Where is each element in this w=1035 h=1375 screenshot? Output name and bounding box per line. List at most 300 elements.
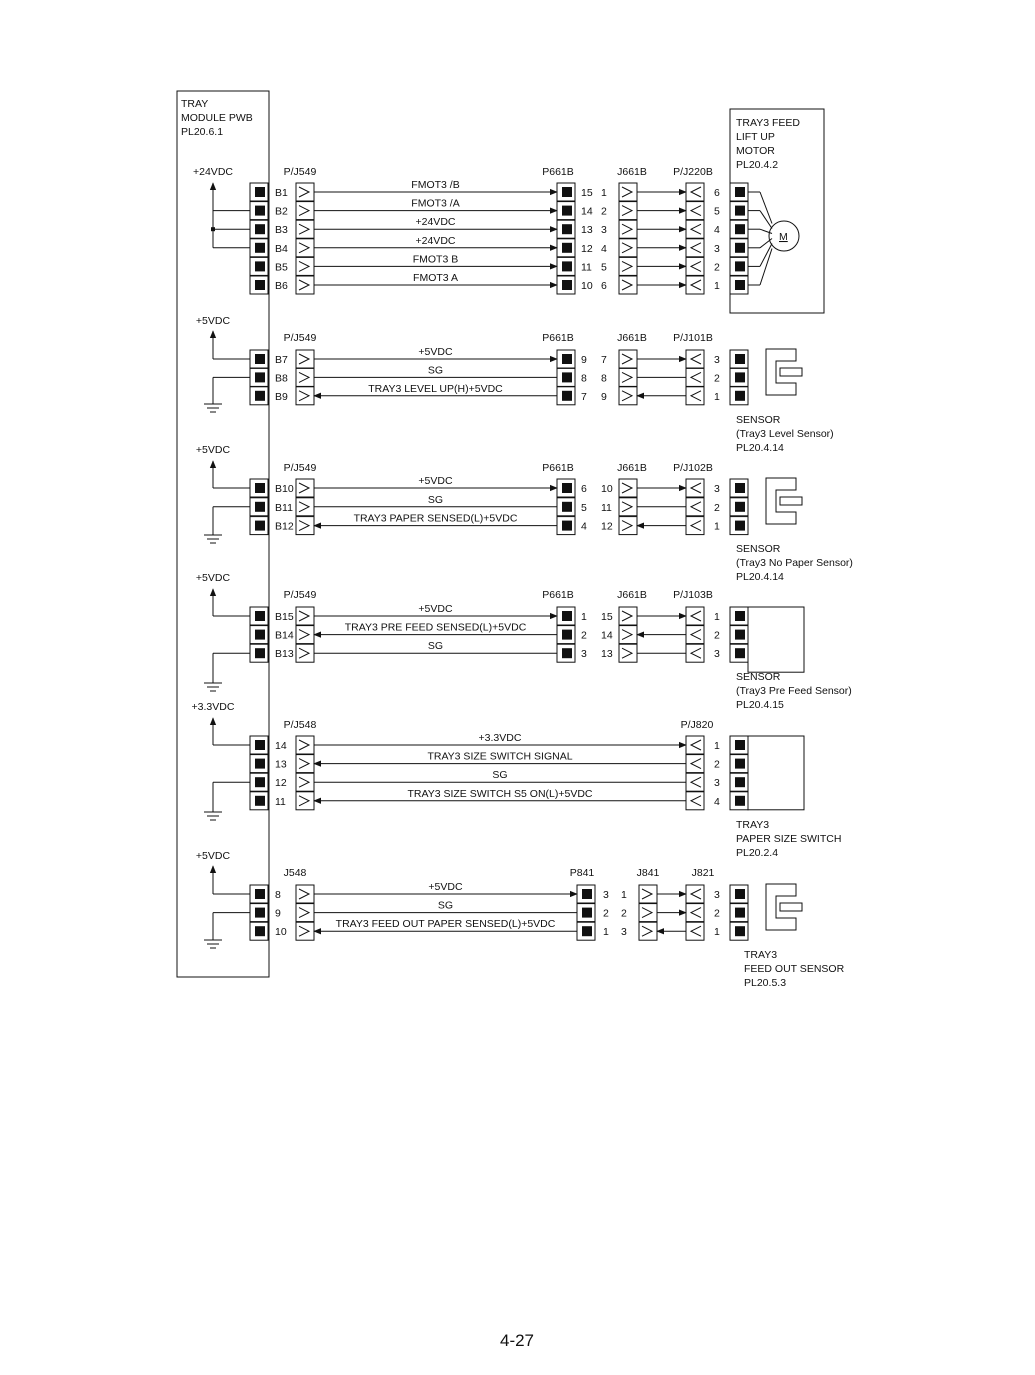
size-conn-label-0: P/J548	[283, 719, 317, 731]
level-j661b-receptacle-2	[622, 391, 632, 401]
level-pj-device-receptacle-2	[691, 391, 701, 401]
prefeed-p661b-pin-2	[562, 648, 572, 658]
level-p661b-pin-0	[562, 354, 572, 364]
level-pj-receptacle-2	[299, 391, 309, 401]
nopaper-j661b-receptacle-2-cell	[619, 517, 637, 535]
motor-j661b-receptacle-1	[622, 206, 632, 216]
size-pj-receptacle-1-cell	[296, 755, 314, 773]
nopaper-pj-receptacle-1-cell	[296, 498, 314, 516]
level-pj-device-receptacle-1-cell	[686, 368, 704, 386]
feedout-module-pin-0	[255, 889, 265, 899]
motor-j661b-receptacle-0	[622, 187, 632, 197]
motor-signal-label-4: FMOT3 B	[412, 253, 459, 266]
prefeed-pj-device-receptacle-1-cell	[686, 626, 704, 644]
prefeed-module-pin-1	[255, 630, 265, 640]
size-device-caption-0: TRAY3	[736, 819, 770, 831]
motor-dev-pin-label-0: 6	[714, 187, 720, 199]
feedout-conn-label-1: P841	[569, 867, 595, 879]
page-number: 4-27	[499, 1331, 535, 1350]
level-signal-label-2: TRAY3 LEVEL UP(H)+5VDC	[368, 382, 503, 395]
prefeed-signal-label-1: TRAY3 PRE FEED SENSED(L)+5VDC	[344, 621, 527, 634]
motor-p661b-pin-2	[562, 224, 572, 234]
size-pj-receptacle-3-cell	[296, 792, 314, 810]
nopaper-signal-label-2: TRAY3 PAPER SENSED(L)+5VDC	[353, 512, 518, 525]
motor-pj-receptacle-4-cell	[296, 257, 314, 275]
level-supply-label: +5VDC	[195, 315, 231, 327]
motor-module-pin-label-4: B5	[275, 261, 288, 274]
feedout-p841-label-2: 1	[603, 926, 609, 939]
motor-j661b-receptacle-0-cell	[619, 183, 637, 201]
feedout-pj-receptacle-2	[299, 926, 309, 936]
nopaper-dev-pin-1	[735, 502, 745, 512]
prefeed-p661b-pin-0	[562, 611, 572, 621]
prefeed-dev-pin-1	[735, 630, 745, 640]
feedout-j841-receptacle-2-cell	[639, 922, 657, 940]
level-conn-label-2: J661B	[617, 332, 647, 344]
prefeed-device-caption-1: (Tray3 Pre Feed Sensor)	[736, 685, 852, 697]
prefeed-pj-receptacle-0-cell	[296, 607, 314, 625]
prefeed-pj-device-receptacle-0-cell	[686, 607, 704, 625]
nopaper-module-pin-label-2: B12	[275, 520, 294, 533]
motor-signal-label-1: FMOT3 /A	[411, 197, 460, 210]
motor-p661b-label-2: 13	[581, 224, 593, 237]
motor-module-pin-0	[255, 187, 265, 197]
feedout-p841-pin-2	[582, 926, 592, 936]
nopaper-module-pin-label-0: B10	[275, 483, 294, 495]
nopaper-device-caption-1: (Tray3 No Paper Sensor)	[736, 557, 853, 569]
motor-module-pin-label-2: B3	[275, 224, 288, 237]
motor-j661b-receptacle-4	[622, 261, 632, 271]
module-title-line-3: PL20.6.1	[181, 126, 224, 138]
prefeed-p661b-label-1: 2	[581, 629, 587, 642]
motor-supply-label: +24VDC	[193, 166, 233, 178]
motor-p661b-pin-3	[562, 243, 572, 253]
motor-dev-pin-label-3: 3	[714, 242, 720, 255]
size-pj-receptacle-3	[299, 796, 309, 806]
level-pj-receptacle-1-cell	[296, 368, 314, 386]
size-module-pin-2	[255, 777, 265, 787]
motor-pj-device-receptacle-4-cell	[686, 257, 704, 275]
size-dev-receptacle-3-cell	[686, 792, 704, 810]
motor-conn-label-2: J661B	[617, 166, 647, 178]
level-p661b-label-0: 9	[581, 354, 587, 366]
prefeed-p661b-label-2: 3	[581, 648, 587, 661]
prefeed-dev-pin-label-2: 3	[714, 648, 720, 661]
motor-p661b-label-4: 11	[581, 261, 592, 274]
size-dev-pin-label-1: 2	[714, 758, 720, 771]
level-pj-device-receptacle-0	[691, 354, 701, 364]
nopaper-module-pin-label-1: B11	[275, 501, 293, 514]
level-j661b-label-2: 9	[601, 390, 607, 403]
motor-j661b-label-2: 3	[601, 224, 607, 237]
level-p661b-pin-2	[562, 391, 572, 401]
feedout-j841-receptacle-1	[642, 908, 652, 918]
level-device-caption-0: SENSOR	[736, 414, 781, 426]
level-module-pin-label-2: B9	[275, 390, 288, 403]
level-j661b-receptacle-2-cell	[619, 387, 637, 405]
motor-module-pin-4	[255, 261, 265, 271]
motor-module-pin-label-1: B2	[275, 205, 288, 218]
feedout-pj-receptacle-1	[299, 908, 309, 918]
motor-pj-receptacle-2-cell	[296, 220, 314, 238]
level-conn-label-1: P661B	[542, 332, 574, 344]
size-dev-receptacle-1-cell	[686, 755, 704, 773]
prefeed-pj-device-receptacle-0	[691, 611, 701, 621]
size-device-caption-1: PAPER SIZE SWITCH	[736, 833, 842, 845]
motor-module-pin-label-3: B4	[275, 242, 288, 255]
nopaper-pj-receptacle-2-cell	[296, 517, 314, 535]
motor-dev-pin-label-5: 1	[714, 280, 720, 292]
feedout-dev-pin-0	[735, 889, 745, 899]
nopaper-pj-device-receptacle-2-cell	[686, 517, 704, 535]
level-pj-device-receptacle-1	[691, 372, 701, 382]
feedout-dev-pin-label-2: 1	[714, 926, 720, 939]
nopaper-module-pin-1	[255, 502, 265, 512]
level-signal-label-1: SG	[427, 364, 444, 377]
size-switch-body	[748, 736, 804, 810]
feedout-module-pin-label-0: 8	[275, 889, 281, 901]
module-title-line-2: MODULE PWB	[181, 112, 253, 124]
motor-j661b-label-1: 2	[601, 205, 607, 218]
nopaper-pj-receptacle-1	[299, 502, 309, 512]
level-j661b-receptacle-0	[622, 354, 632, 364]
motor-p661b-label-0: 15	[581, 187, 593, 199]
prefeed-conn-label-3: P/J103B	[673, 589, 713, 601]
prefeed-pj-device-receptacle-1	[691, 630, 701, 640]
feedout-j841-label-0: 1	[621, 889, 627, 901]
size-dev-pin-label-3: 4	[714, 795, 720, 808]
sections-layer	[192, 166, 853, 989]
motor-title-line-2: LIFT UP	[736, 131, 775, 143]
nopaper-p661b-pin-1	[562, 502, 572, 512]
feedout-module-pin-label-1: 9	[275, 907, 281, 920]
prefeed-j661b-label-0: 15	[601, 611, 613, 623]
motor-conn-label-0: P/J549	[283, 166, 317, 178]
size-dev-receptacle-3	[691, 796, 701, 806]
feedout-j821-receptacle-1	[691, 908, 701, 918]
nopaper-p661b-label-1: 5	[581, 501, 587, 514]
prefeed-dev-pin-label-0: 1	[714, 611, 720, 623]
prefeed-j661b-receptacle-0	[622, 611, 632, 621]
level-device-caption-1: (Tray3 Level Sensor)	[736, 428, 834, 440]
prefeed-module-pin-2	[255, 648, 265, 658]
prefeed-j661b-receptacle-0-cell	[619, 607, 637, 625]
nopaper-pj-device-receptacle-2	[691, 521, 701, 531]
prefeed-j661b-receptacle-2-cell	[619, 644, 637, 662]
level-dev-pin-2	[735, 391, 745, 401]
feedout-conn-label-2: J841	[636, 867, 660, 879]
feedout-sensor-symbol-slot	[780, 903, 802, 911]
nopaper-conn-label-1: P661B	[542, 462, 574, 474]
nopaper-sensor-symbol-slot	[780, 497, 802, 505]
prefeed-j661b-receptacle-1	[622, 630, 632, 640]
size-pj-receptacle-2-cell	[296, 773, 314, 791]
feedout-signal-label-0: +5VDC	[428, 881, 463, 893]
nopaper-dev-pin-label-2: 1	[714, 520, 720, 533]
motor-signal-label-3: +24VDC	[415, 234, 456, 247]
prefeed-p661b-pin-1	[562, 630, 572, 640]
level-module-pin-2	[255, 391, 265, 401]
prefeed-pj-device-receptacle-2-cell	[686, 644, 704, 662]
level-pj-receptacle-2-cell	[296, 387, 314, 405]
level-module-pin-1	[255, 372, 265, 382]
motor-pj-device-receptacle-4	[691, 261, 701, 271]
prefeed-pj-receptacle-2-cell	[296, 644, 314, 662]
level-j661b-receptacle-1	[622, 372, 632, 382]
feedout-j841-label-1: 2	[621, 907, 627, 920]
level-pj-device-receptacle-2-cell	[686, 387, 704, 405]
motor-j661b-receptacle-2-cell	[619, 220, 637, 238]
prefeed-pj-device-receptacle-2	[691, 648, 701, 658]
level-dev-pin-label-1: 2	[714, 372, 720, 385]
size-dev-receptacle-0-cell	[686, 736, 704, 754]
nopaper-pj-device-receptacle-1	[691, 502, 701, 512]
prefeed-pj-receptacle-1	[299, 630, 309, 640]
nopaper-dev-pin-label-1: 2	[714, 501, 720, 514]
feedout-dev-pin-2	[735, 926, 745, 936]
prefeed-dev-pin-2	[735, 648, 745, 658]
feedout-dev-pin-1	[735, 908, 745, 918]
feedout-signal-label-2: TRAY3 FEED OUT PAPER SENSED(L)+5VDC	[335, 918, 556, 931]
feedout-pj-receptacle-2-cell	[296, 922, 314, 940]
level-j661b-receptacle-0-cell	[619, 350, 637, 368]
module-title-line-1: TRAY	[181, 98, 209, 110]
feedout-sensor-symbol	[766, 884, 796, 930]
feedout-j821-receptacle-2-cell	[686, 922, 704, 940]
prefeed-pj-receptacle-2	[299, 648, 309, 658]
nopaper-p661b-pin-2	[562, 521, 572, 531]
level-j661b-receptacle-1-cell	[619, 368, 637, 386]
motor-dev-pin-label-4: 2	[714, 261, 720, 274]
size-module-pin-label-1: 13	[275, 758, 287, 771]
size-dev-pin-label-0: 1	[714, 740, 720, 752]
feedout-pj-receptacle-0-cell	[296, 885, 314, 903]
motor-pj-device-receptacle-2	[691, 224, 701, 234]
size-dev-receptacle-2	[691, 777, 701, 787]
motor-signal-label-5: FMOT3 A	[413, 272, 458, 284]
nopaper-device-caption-2: PL20.4.14	[736, 571, 784, 583]
level-j661b-label-0: 7	[601, 354, 607, 366]
motor-title-line-1: TRAY3 FEED	[736, 117, 800, 129]
prefeed-device-caption-0: SENSOR	[736, 671, 781, 683]
nopaper-j661b-label-1: 11	[601, 501, 612, 514]
motor-symbol-letter: M	[779, 231, 788, 243]
feedout-module-pin-1	[255, 908, 265, 918]
feedout-device-caption-0: TRAY3	[744, 949, 778, 961]
nopaper-module-pin-2	[255, 521, 265, 531]
motor-signal-label-0: FMOT3 /B	[411, 179, 460, 191]
motor-pj-device-receptacle-1-cell	[686, 202, 704, 220]
motor-j661b-receptacle-5	[622, 280, 632, 290]
level-pj-receptacle-0	[299, 354, 309, 364]
nopaper-j661b-label-2: 12	[601, 520, 613, 533]
size-dev-receptacle-0	[691, 740, 701, 750]
feedout-j841-receptacle-1-cell	[639, 904, 657, 922]
motor-dev-pin-5	[735, 280, 745, 290]
motor-pj-receptacle-0-cell	[296, 183, 314, 201]
motor-pj-device-receptacle-5	[691, 280, 701, 290]
size-dev-pin-1	[735, 759, 745, 769]
motor-conn-label-3: P/J220B	[673, 166, 713, 178]
motor-module-pin-1	[255, 206, 265, 216]
nopaper-supply-label: +5VDC	[195, 444, 231, 456]
level-module-pin-label-0: B7	[275, 354, 288, 366]
level-p661b-label-2: 7	[581, 390, 587, 403]
feedout-p841-label-0: 3	[603, 889, 609, 901]
motor-pj-device-receptacle-1	[691, 206, 701, 216]
size-dev-pin-label-2: 3	[714, 777, 720, 790]
nopaper-pj-device-receptacle-1-cell	[686, 498, 704, 516]
prefeed-conn-label-2: J661B	[617, 589, 647, 601]
motor-title-line-3: MOTOR	[736, 145, 775, 157]
motor-pj-receptacle-1	[299, 206, 309, 216]
nopaper-pj-receptacle-0	[299, 483, 309, 493]
motor-pj-receptacle-5-cell	[296, 276, 314, 294]
prefeed-sensor-body	[748, 607, 804, 672]
nopaper-signal-label-1: SG	[427, 493, 444, 506]
feedout-p841-pin-0	[582, 889, 592, 899]
feedout-j821-receptacle-0	[691, 889, 701, 899]
motor-j661b-receptacle-3	[622, 243, 632, 253]
prefeed-signal-label-0: +5VDC	[418, 603, 453, 615]
nopaper-pj-device-receptacle-0-cell	[686, 479, 704, 497]
size-module-pin-3	[255, 796, 265, 806]
nopaper-sensor-symbol	[766, 478, 796, 524]
motor-pj-receptacle-1-cell	[296, 202, 314, 220]
motor-pj-receptacle-2	[299, 224, 309, 234]
prefeed-device-caption-2: PL20.4.15	[736, 699, 784, 711]
feedout-module-pin-2	[255, 926, 265, 936]
motor-p661b-label-3: 12	[581, 242, 593, 255]
level-j661b-label-1: 8	[601, 372, 607, 385]
nopaper-signal-label-0: +5VDC	[418, 475, 453, 487]
size-conn-label-1: P/J820	[680, 719, 714, 731]
size-module-pin-1	[255, 759, 265, 769]
motor-j661b-label-5: 6	[601, 280, 607, 292]
motor-supply-dot	[211, 227, 215, 231]
level-conn-label-0: P/J549	[283, 332, 317, 344]
motor-pj-receptacle-4	[299, 261, 309, 271]
size-signal-label-1: TRAY3 SIZE SWITCH SIGNAL	[427, 750, 573, 763]
feedout-signal-label-1: SG	[437, 899, 454, 912]
tray-module-pwb-box	[177, 91, 269, 977]
motor-dev-pin-1	[735, 206, 745, 216]
nopaper-p661b-label-2: 4	[581, 520, 587, 533]
level-dev-pin-1	[735, 372, 745, 382]
motor-signal-label-2: +24VDC	[415, 216, 456, 229]
level-module-pin-label-1: B8	[275, 372, 288, 385]
prefeed-module-pin-label-2: B13	[275, 648, 294, 661]
size-dev-receptacle-1	[691, 759, 701, 769]
feedout-module-pin-label-2: 10	[275, 926, 287, 939]
size-dev-receptacle-2-cell	[686, 773, 704, 791]
prefeed-j661b-label-1: 14	[601, 629, 613, 642]
level-dev-pin-label-2: 1	[714, 390, 720, 403]
size-pj-receptacle-0	[299, 740, 309, 750]
prefeed-j661b-label-2: 13	[601, 648, 613, 661]
motor-title-line-4: PL20.4.2	[736, 159, 779, 171]
motor-module-pin-label-0: B1	[275, 187, 288, 199]
motor-module-pin-5	[255, 280, 265, 290]
nopaper-j661b-receptacle-0	[622, 483, 632, 493]
level-dev-pin-label-0: 3	[714, 354, 720, 366]
motor-j661b-receptacle-1-cell	[619, 202, 637, 220]
size-supply-label: +3.3VDC	[191, 701, 235, 713]
motor-j661b-receptacle-3-cell	[619, 239, 637, 257]
nopaper-pj-receptacle-2	[299, 521, 309, 531]
feedout-conn-label-3: J821	[691, 867, 715, 879]
prefeed-module-pin-label-0: B15	[275, 611, 294, 623]
nopaper-conn-label-3: P/J102B	[673, 462, 713, 474]
nopaper-j661b-receptacle-2	[622, 521, 632, 531]
nopaper-j661b-receptacle-0-cell	[619, 479, 637, 497]
motor-p661b-label-5: 10	[581, 280, 593, 292]
nopaper-conn-label-2: J661B	[617, 462, 647, 474]
motor-dev-pin-label-1: 5	[714, 205, 720, 218]
nopaper-j661b-receptacle-1	[622, 502, 632, 512]
motor-p661b-pin-4	[562, 261, 572, 271]
level-device-caption-2: PL20.4.14	[736, 442, 784, 454]
nopaper-conn-label-0: P/J549	[283, 462, 317, 474]
level-pj-receptacle-1	[299, 372, 309, 382]
nopaper-dev-pin-0	[735, 483, 745, 493]
size-device-caption-2: PL20.2.4	[736, 847, 779, 859]
size-pj-receptacle-2	[299, 777, 309, 787]
motor-j661b-receptacle-2	[622, 224, 632, 234]
feedout-device-caption-2: PL20.5.3	[744, 977, 787, 989]
motor-module-pin-3	[255, 243, 265, 253]
motor-dev-pin-0	[735, 187, 745, 197]
feedout-j841-receptacle-2	[642, 926, 652, 936]
motor-pj-device-receptacle-2-cell	[686, 220, 704, 238]
prefeed-dev-pin-label-1: 2	[714, 629, 720, 642]
size-module-pin-0	[255, 740, 265, 750]
size-module-pin-label-2: 12	[275, 777, 287, 790]
feedout-dev-pin-label-0: 3	[714, 889, 720, 901]
feedout-j821-receptacle-1-cell	[686, 904, 704, 922]
feedout-dev-pin-label-1: 2	[714, 907, 720, 920]
nopaper-device-caption-0: SENSOR	[736, 543, 781, 555]
prefeed-conn-label-1: P661B	[542, 589, 574, 601]
prefeed-pj-receptacle-1-cell	[296, 626, 314, 644]
nopaper-pj-receptacle-0-cell	[296, 479, 314, 497]
motor-module-pin-2	[255, 224, 265, 234]
motor-pj-receptacle-3-cell	[296, 239, 314, 257]
size-dev-pin-3	[735, 796, 745, 806]
feedout-pj-receptacle-0	[299, 889, 309, 899]
size-pj-receptacle-0-cell	[296, 736, 314, 754]
feedout-pj-receptacle-1-cell	[296, 904, 314, 922]
prefeed-j661b-receptacle-2	[622, 648, 632, 658]
prefeed-p661b-label-0: 1	[581, 611, 587, 623]
feedout-j821-receptacle-2	[691, 926, 701, 936]
motor-p661b-pin-1	[562, 206, 572, 216]
prefeed-dev-pin-0	[735, 611, 745, 621]
level-sensor-symbol-slot	[780, 368, 802, 376]
motor-p661b-pin-5	[562, 280, 572, 290]
motor-p661b-pin-0	[562, 187, 572, 197]
size-signal-label-2: SG	[492, 769, 508, 782]
level-p661b-label-1: 8	[581, 372, 587, 385]
nopaper-dev-pin-2	[735, 521, 745, 531]
nopaper-pj-device-receptacle-0	[691, 483, 701, 493]
motor-j661b-receptacle-4-cell	[619, 257, 637, 275]
motor-dev-pin-3	[735, 243, 745, 253]
feedout-j821-receptacle-0-cell	[686, 885, 704, 903]
nopaper-p661b-pin-0	[562, 483, 572, 493]
motor-dev-pin-2	[735, 224, 745, 234]
motor-pj-receptacle-3	[299, 243, 309, 253]
